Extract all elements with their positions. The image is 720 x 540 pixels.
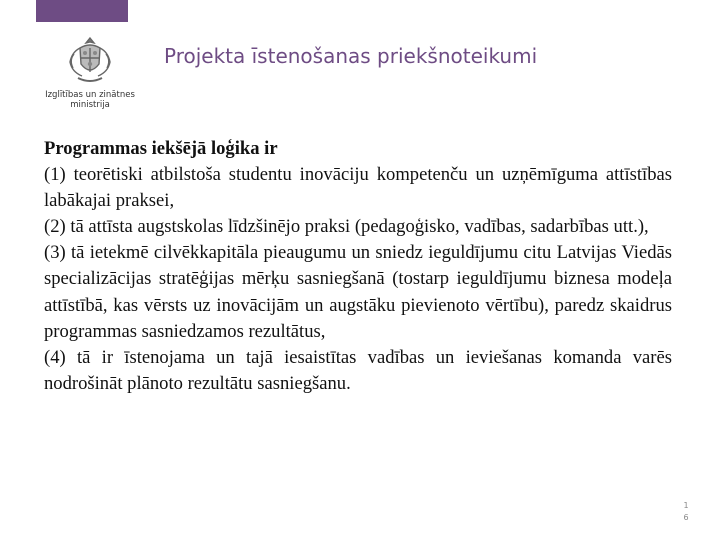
page-number-digit-1: 1 bbox=[683, 501, 689, 510]
logo-text-line1: Izglītības un zinātnes bbox=[45, 90, 135, 100]
content-heading: Programmas iekšējā loģika ir bbox=[44, 138, 278, 159]
page-title: Projekta īstenošanas priekšnoteikumi bbox=[164, 44, 538, 68]
logo-text-line2: ministrija bbox=[70, 100, 110, 110]
page-number-digit-2: 6 bbox=[683, 513, 689, 522]
list-item-3: (3) tā ietekmē cilvēkkapitāla pieaugumu un sniedz ieguldījumu citu Latvijas Viedās specializācijas stratēģijas mērķu sasniegšanā (tostarp ieguldījumu biznesa modeļa attīstībā, kas vērsts uz inovācijām un augstāku pievienoto vērtību), paredz skaidrus programmas sasniedzamos rezultātus, bbox=[44, 242, 672, 342]
accent-bar bbox=[36, 0, 128, 22]
ministry-logo bbox=[40, 34, 140, 134]
slide-body bbox=[44, 136, 672, 397]
page-number bbox=[680, 500, 692, 524]
coat-of-arms-icon bbox=[64, 34, 116, 86]
list-item-1: (1) teorētiski atbilstoša studentu inovāciju kompetenču un uzņēmīguma attīstības labākajai praksei, bbox=[44, 164, 672, 212]
list-item-2: (2) tā attīsta augstskolas līdzšinējo praksi (pedagoģisko, vadības, sadarbības utt.), bbox=[44, 216, 649, 238]
list-item-4: (4) tā ir īstenojama un tajā iesaistītas vadības un ieviešanas komanda varēs nodrošināt plānoto rezultātu sasniegšanu. bbox=[44, 346, 672, 394]
